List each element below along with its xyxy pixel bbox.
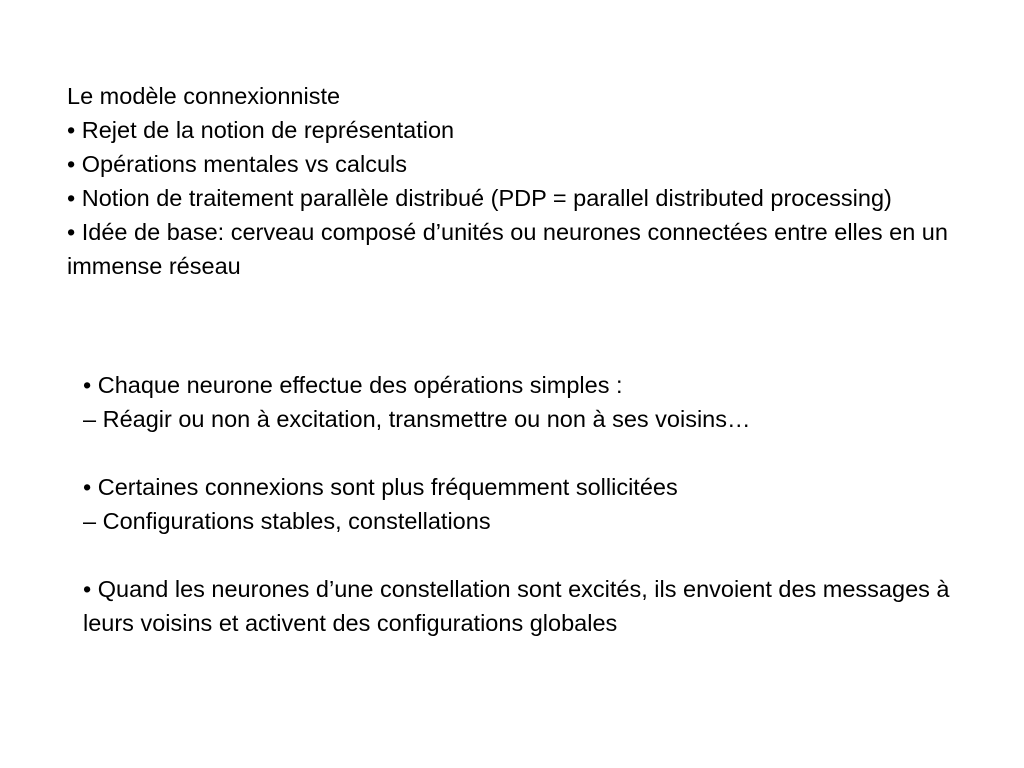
bullet-idee-de-base: • Idée de base: cerveau composé d’unités ou neurones connectées entre elles en un immense réseau [67, 219, 948, 279]
bullet-constellation-excitee: • Quand les neurones d’une constellation sont excités, ils envoient des messages à leurs voisins et activent des configurations globales [83, 576, 950, 636]
slide-title: Le modèle connexionniste [67, 83, 341, 109]
bullet-rejet-representation: • Rejet de la notion de représentation [67, 117, 455, 143]
bullet-traitement-parallele: • Notion de traitement parallèle distribué (PDP = parallel distributed processing) [67, 185, 892, 211]
spacer [83, 538, 963, 572]
sub-item-configurations: – Configurations stables, constellations [83, 508, 491, 534]
details-text-block [83, 368, 963, 640]
spacer [83, 436, 963, 470]
intro-text-block [67, 79, 967, 283]
bullet-connexions-sollicitees: • Certaines connexions sont plus fréquemment sollicitées [83, 474, 678, 500]
bullet-operations-simples: • Chaque neurone effectue des opérations simples : [83, 372, 623, 398]
bullet-operations-mentales: • Opérations mentales vs calculs [67, 151, 407, 177]
sub-item-reagir: – Réagir ou non à excitation, transmettre ou non à ses voisins… [83, 406, 751, 432]
